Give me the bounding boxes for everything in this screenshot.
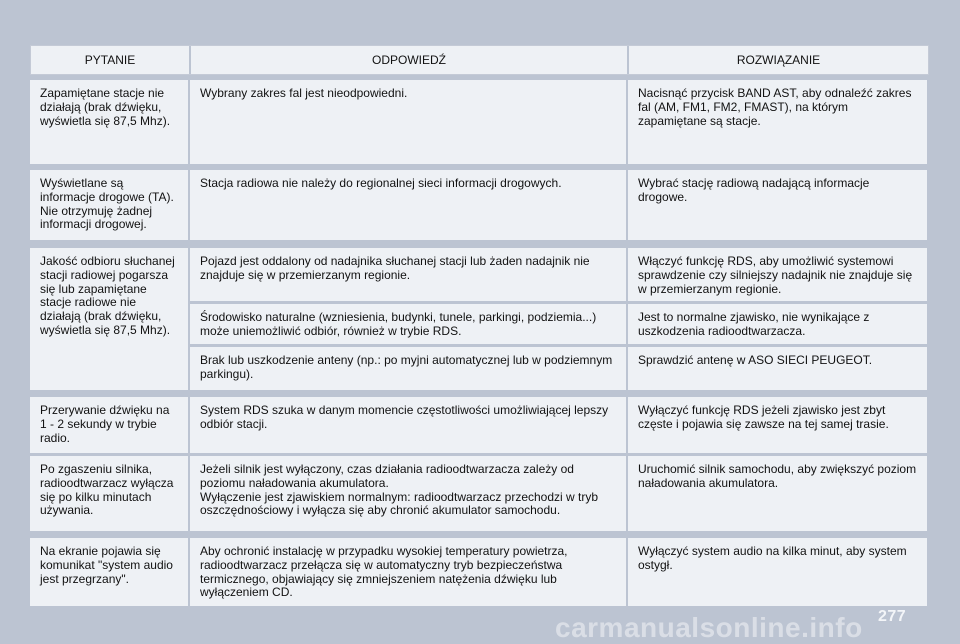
question-cell: Po zgaszeniu silnika, radioodtwarzacz wyłącza się po kilku minutach używania. xyxy=(30,456,188,531)
page-number: 277 xyxy=(878,608,907,625)
answer-cell: Wybrany zakres fal jest nieodpowiedni. xyxy=(190,80,626,164)
answer-cell: Pojazd jest oddalony od nadajnika słuchanej stacji lub żaden nadajnik nie znajduje się w przemierzanym regionie. xyxy=(190,248,626,301)
header-question: PYTANIE xyxy=(84,53,136,67)
solution-cell: Włączyć funkcję RDS, aby umożliwić systemowi sprawdzenie czy silniejszy nadajnik nie znajduje się w przemierzanym regionie. xyxy=(628,248,927,301)
question-cell: Na ekranie pojawia się komunikat "system audio jest przegrzany". xyxy=(30,538,188,606)
solution-cell: Wyłączyć system audio na kilka minut, aby system ostygł. xyxy=(628,538,927,606)
table-header xyxy=(30,45,929,75)
answer-cell: Brak lub uszkodzenie anteny (np.: po myjni automatycznej lub w podziemnym parkingu). xyxy=(190,347,626,390)
header-answer: ODPOWIEDŹ xyxy=(372,53,446,67)
answer-cell: System RDS szuka w danym momencie częstotliwości umożliwiającej lepszy odbiór stacji. xyxy=(190,397,626,453)
answer-cell: Środowisko naturalne (wzniesienia, budynki, tunele, parkingi, podziemia...) może uniemożliwić odbiór, również w trybie RDS. xyxy=(190,304,626,344)
solution-cell: Sprawdzić antenę w ASO SIECI PEUGEOT. xyxy=(628,347,927,390)
question-cell: Jakość odbioru słuchanej stacji radiowej pogarsza się lub zapamiętane stacje radiowe nie działają (brak dźwięku, wyświetla się 87,5 Mhz). xyxy=(30,248,188,390)
question-cell: Przerywanie dźwięku na 1 - 2 sekundy w trybie radio. xyxy=(30,397,188,453)
solution-cell: Wybrać stację radiową nadającą informacje drogowe. xyxy=(628,170,927,240)
answer-cell: Jeżeli silnik jest wyłączony, czas działania radioodtwarzacza zależy od poziomu naładowania akumulatora. Wyłączenie jest zjawiskiem normalnym: radioodtwarzacz przechodzi w tryb oszczędnościowy i wyłącza się aby chronić akumulator samochodu. xyxy=(190,456,626,531)
header-solution: ROZWIĄZANIE xyxy=(736,53,821,67)
solution-cell: Nacisnąć przycisk BAND AST, aby odnaleźć zakres fal (AM, FM1, FM2, FMAST), na którym zapamiętane są stacje. xyxy=(628,80,927,164)
solution-cell: Uruchomić silnik samochodu, aby zwiększyć poziom naładowania akumulatora. xyxy=(628,456,927,531)
answer-cell: Aby ochronić instalację w przypadku wysokiej temperatury powietrza, radioodtwarzacz przełącza się w automatyczny tryb bezpieczeństwa termicznego, objawiający się zmniejszeniem natężenia dźwięku lub wyłączeniem CD. xyxy=(190,538,626,606)
watermark: carmanualsonline.info xyxy=(555,612,863,643)
solution-cell: Jest to normalne zjawisko, nie wynikające z uszkodzenia radioodtwarzacza. xyxy=(628,304,927,344)
solution-cell: Wyłączyć funkcję RDS jeżeli zjawisko jest zbyt częste i pojawia się zawsze na tej samej trasie. xyxy=(628,397,927,453)
question-cell: Wyświetlane są informacje drogowe (TA). Nie otrzymuję żadnej informacji drogowej. xyxy=(30,170,188,240)
question-cell: Zapamiętane stacje nie działają (brak dźwięku, wyświetla się 87,5 Mhz). xyxy=(30,80,188,164)
answer-cell: Stacja radiowa nie należy do regionalnej sieci informacji drogowych. xyxy=(190,170,626,240)
